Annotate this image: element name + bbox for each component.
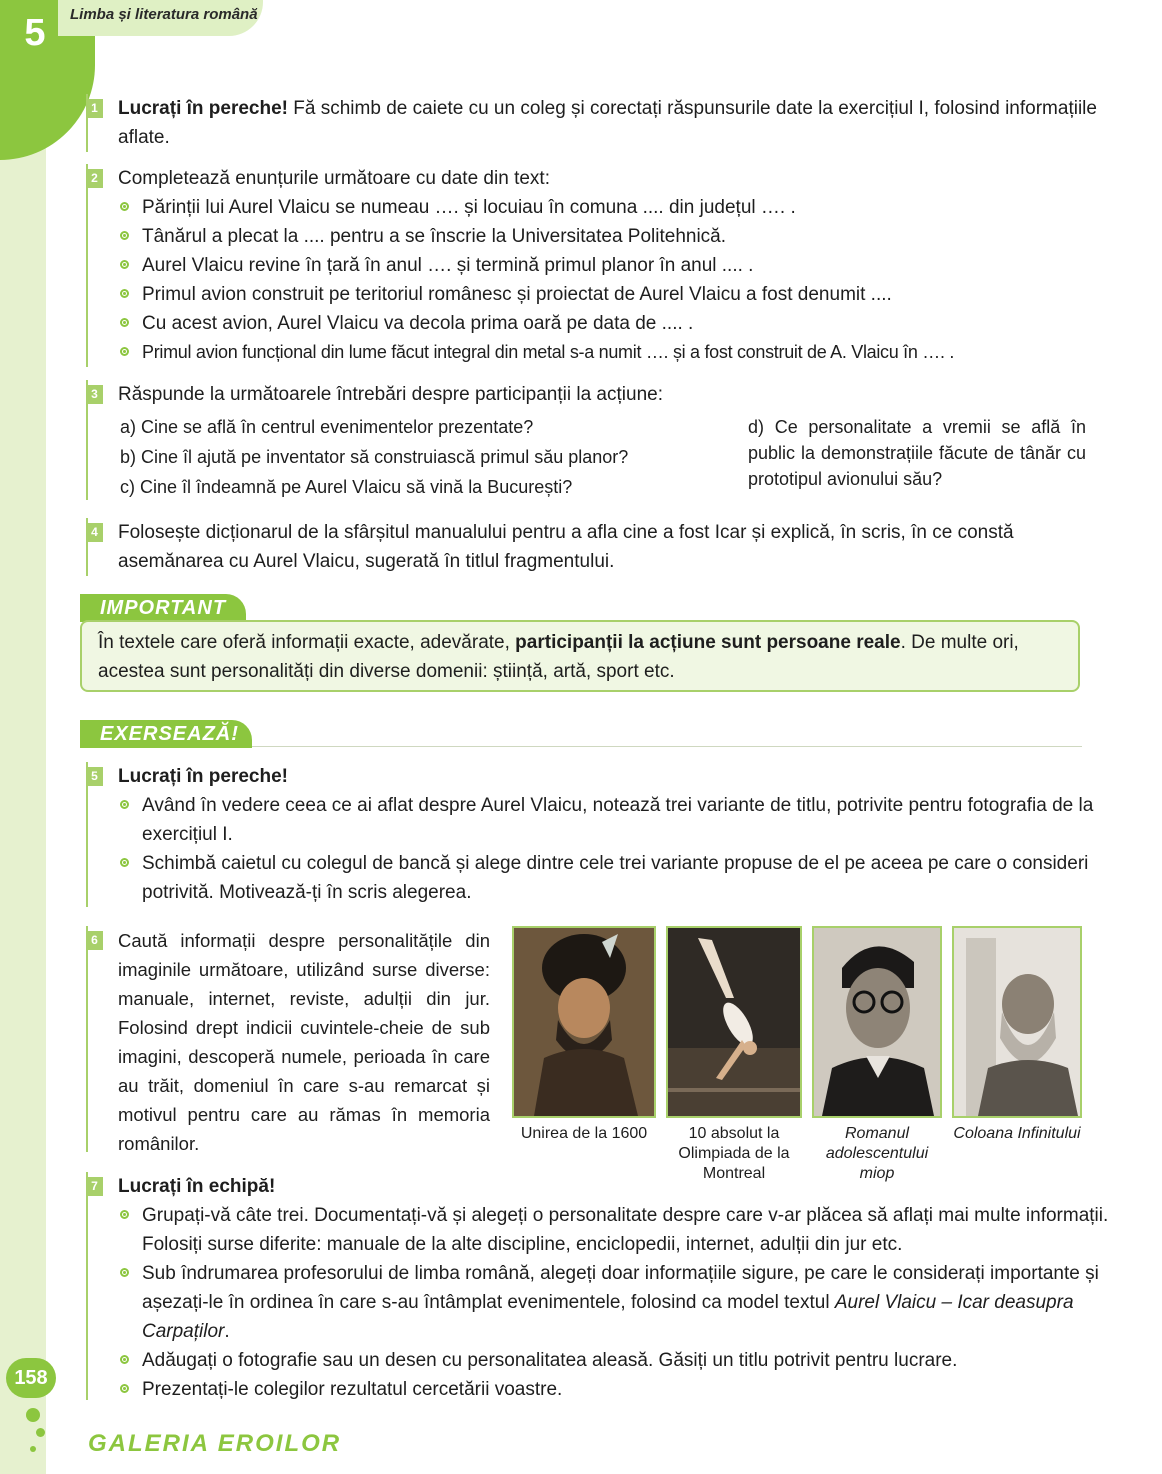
caption-unirea: Unirea de la 1600: [520, 1125, 648, 1142]
exercise-number: 2: [86, 169, 103, 188]
exercise-number: 5: [86, 767, 103, 786]
exercise-3: [86, 380, 1116, 500]
list-item: Aurel Vlaicu revine în țară în anul …. și termină primul planor în anul .... .: [118, 251, 1116, 280]
exercise-1: [86, 94, 1116, 152]
important-text-bold: participanții la acțiune sunt persoane reale: [515, 632, 901, 653]
photo-unirea: [512, 926, 656, 1118]
portrait-voievod-image: [514, 928, 654, 1116]
page-number: 158: [6, 1358, 56, 1398]
caption-coloana: Coloana Infinitului: [953, 1125, 1081, 1142]
exercise-intro: Răspunde la următoarele întrebări despre participanții la acțiune:: [118, 384, 663, 405]
exercise-number: 4: [86, 523, 103, 542]
exercise-instruction: Lucrați în pereche!: [118, 98, 288, 119]
important-label: IMPORTANT: [80, 594, 246, 622]
photo-scriitor: [812, 926, 942, 1118]
question-d: d) Ce personalitate a vremii se află în public la demonstrațiile făcute de tânăr cu prototipul avionului său?: [748, 417, 1086, 489]
text-title-italic: Aurel Vlaicu – Icar deasupra Carpaților: [142, 1292, 1074, 1342]
questions-left: [120, 412, 720, 502]
list-item: Schimbă caietul cu colegul de bancă și alege dintre cele trei variante propuse de el pe aceea pe care o consideri potrivită. Motivează-ți în scris alegerea.: [118, 849, 1116, 907]
portrait-writer-image: [814, 928, 940, 1116]
exercise-6: [86, 926, 490, 1152]
bullet-list: [118, 1201, 1116, 1404]
list-item: Adăugați o fotografie sau un desen cu personalitatea aleasă. Găsiți un titlu potrivit pentru lucrare.: [118, 1346, 1116, 1375]
important-box: [80, 620, 1080, 692]
important-text-pre: În textele care oferă informații exacte, adevărate,: [98, 632, 516, 653]
exercise-number: 7: [86, 1177, 103, 1196]
section-footer: GALERIA EROILOR: [88, 1430, 342, 1457]
exercise-number: 6: [86, 931, 103, 950]
list-item: Primul avion construit pe teritoriul românesc și proiectat de Aurel Vlaicu a fost denumit ....: [118, 280, 1116, 309]
decor-dot: [36, 1428, 45, 1437]
portrait-sculptor-image: [954, 928, 1080, 1116]
list-item: Părinții lui Aurel Vlaicu se numeau …. și locuiau în comuna .... din județul …. .: [118, 193, 1116, 222]
left-margin-band: [0, 0, 46, 1474]
exercise-4: [86, 518, 1116, 576]
important-text-post: . De multe ori, acestea sunt personalități din diverse domenii: știință, artă, sport etc.: [98, 632, 1019, 682]
question-b: b) Cine îl ajută pe inventator să construiască primul său planor?: [120, 447, 629, 467]
exercise-5: [86, 762, 1116, 907]
bullet-list: [118, 791, 1116, 907]
question-a: a) Cine se află în centrul evenimentelor prezentate?: [120, 417, 534, 437]
caption-olimpiada: 10 absolut la Olimpiada de la Montreal: [678, 1125, 790, 1182]
exercise-text: Fă schimb de caiete cu un coleg și corectați răspunsurile date la exercițiul I, folosind informațiile aflate.: [118, 98, 1097, 148]
list-item: Cu acest avion, Aurel Vlaicu va decola prima oară pe data de .... .: [118, 309, 1116, 338]
exercise-title: Lucrați în pereche!: [118, 766, 288, 787]
list-item-end: .: [224, 1321, 230, 1342]
list-item: Având în vedere ceea ce ai aflat despre Aurel Vlaicu, notează trei variante de titlu, potrivite pentru fotografia de la exercițiul I.: [118, 791, 1116, 849]
exercise-title: Lucrați în echipă!: [118, 1176, 276, 1197]
list-item-text: Sub îndrumarea profesorului de limba română, alegeți doar informațiile sigure, pe care le considerați importante și așezați-le în ordinea în care s-au întâmplat evenimentele, folosind ca model textul: [142, 1263, 1099, 1313]
list-item: Tânărul a plecat la .... pentru a se înscrie la Universitatea Politehnică.: [118, 222, 1116, 251]
exercise-text: Folosește dicționarul de la sfârșitul manualului pentru a afla cine a fost Icar și explică, în scris, în ce constă asemănarea cu Aurel Vlaicu, sugerată în titlul fragmentului.: [118, 522, 1014, 572]
bullet-list: [118, 193, 1116, 367]
decor-dot: [30, 1446, 36, 1452]
list-item: Grupați-vă câte trei. Documentați-vă și alegeți o personalitate despre care v-ar plăcea să aflați mai multe informații. Folosiți surse diferite: manuale de la alte discipline, enciclopedii, internet, adulții din jur etc.: [118, 1201, 1116, 1259]
exerseaza-label: EXERSEAZĂ!: [80, 720, 252, 748]
gymnast-image: [668, 928, 800, 1116]
exercise-intro: Completează enunțurile următoare cu date din text:: [118, 168, 550, 189]
list-item: Primul avion funcțional din lume făcut integral din metal s-a numit …. și a fost construit de A. Vlaicu în …. .: [118, 338, 1116, 367]
photo-sculptor: [952, 926, 1082, 1118]
chapter-number: 5: [24, 12, 46, 54]
caption-roman: Romanul adolescentului miop: [825, 1125, 929, 1182]
decor-dot: [26, 1408, 40, 1422]
exercise-number: 1: [86, 99, 103, 118]
exercise-2: [86, 164, 1116, 367]
photo-gimnasta: [666, 926, 802, 1118]
list-item: [118, 1259, 1116, 1346]
list-item: Prezentați-le colegilor rezultatul cercetării voastre.: [118, 1375, 1116, 1404]
exercise-text: Caută informații despre personalitățile din imaginile următoare, utilizând surse diverse: manuale, internet, reviste, adulții din jur. Folosind drept indicii cuvintele-cheie de sub imagini, descoperă numele, perioada în care au trăit, domeniul în care s-au remarcat și motivul pentru care au rămas în memoria românilor.: [118, 930, 490, 1154]
question-c: c) Cine îl îndeamnă pe Aurel Vlaicu să vină la București?: [120, 477, 573, 497]
exercise-7: [86, 1172, 1116, 1400]
exercise-number: 3: [86, 385, 103, 404]
subject-title: Limba și literatura română: [70, 6, 258, 23]
section-divider: [252, 746, 1082, 747]
